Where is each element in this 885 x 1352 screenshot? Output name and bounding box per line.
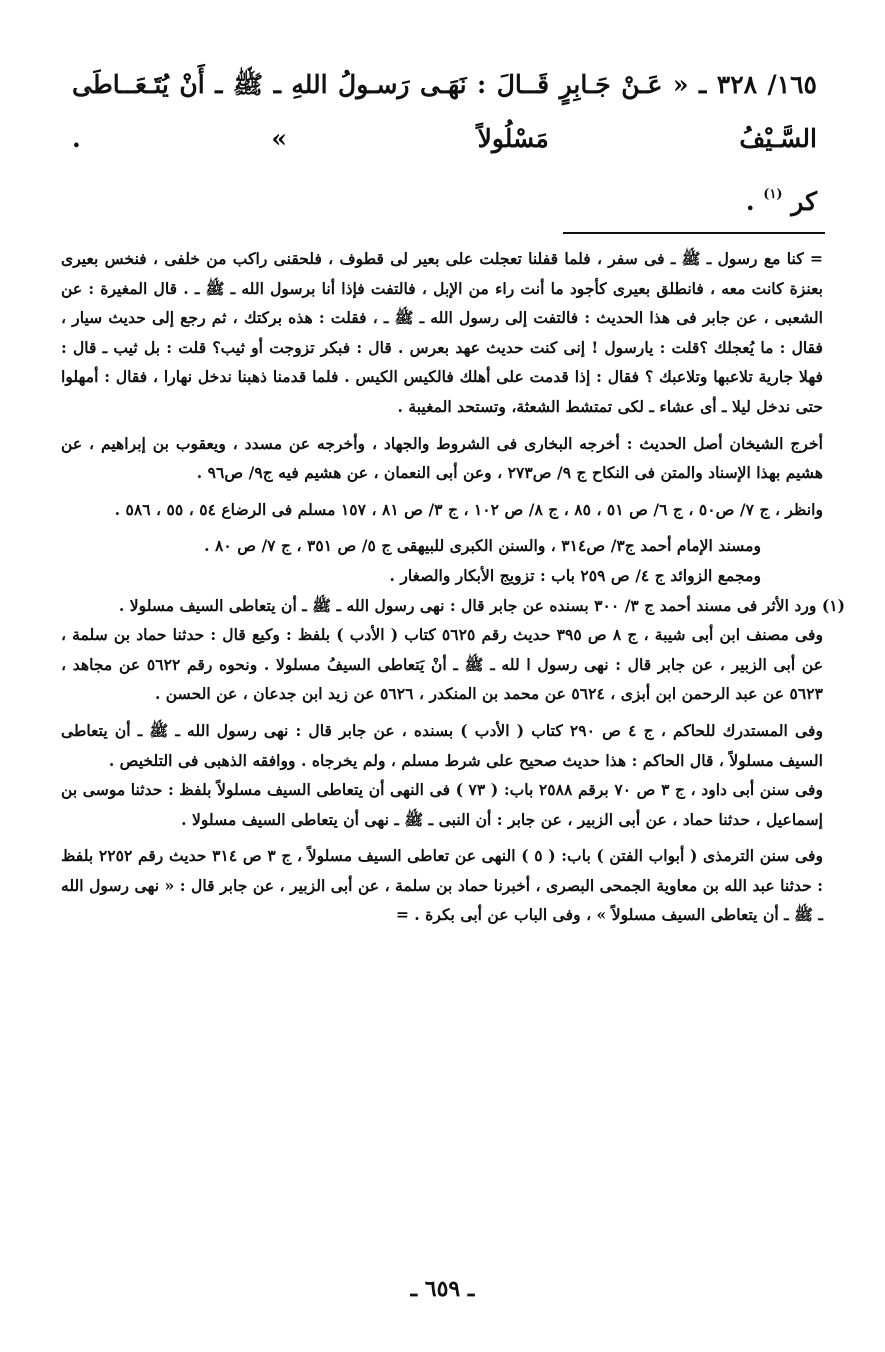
footnote-1-text: ورد الأثر فى مسند أحمد ج ٣/ ٣٠٠ بسنده عن جابر قال : نهى رسول الله ـ ﷺ ـ أن يتعاطى السيف مسلولا . xyxy=(118,595,817,615)
footnote-paragraph: وفى مصنف ابن أبى شيبة ، ج ٨ ص ٣٩٥ حديث رقم ٥٦٢٥ كتاب ( الأدب ) بلفظ : وكيع قال : حدثنا حماد بن سلمة ، عن أبى الزبير ، عن جابر قال : نهى رسول ا لله ـ ﷺ ـ أنْ يَتعاطى السيفُ مسلولا . ونحوه رقم ٥٦٢٢ عن مجاهد ، ٥٦٢٣ عن عبد الرحمن ابن أبزى ، ٥٦٢٤ عن محمد بن المنكدر ، ٥٦٢٦ عن زيد ابن جدعان ، عن الحسن . xyxy=(61,625,823,704)
footnotes xyxy=(61,244,845,930)
footnote-1-marker: (١) xyxy=(821,595,845,615)
footnote-paragraph: وانظر ، ج ٧/ ص٥٠ ، ج ٦/ ص ٥١ ، ٨٥ ، ج ٨/ ص ١٠٢ ، ج ٣/ ص ٨١ ، ١٥٧ مسلم فى الرضاع ٥٤ ، ٥٥ ، ٥٨٦ . xyxy=(114,499,823,519)
hadith-source xyxy=(72,168,817,229)
source-abbreviation: كر xyxy=(791,187,817,216)
footnote-paragraph: أخرج الشيخان أصل الحديث : أخرجه البخارى فى الشروط والجهاد ، وأخرجه عن مسدد ، ويعقوب بن إبراهيم ، عن هشيم بهذا الإسناد والمتن فى النكاح ج ٩/ ص٢٧٣ ، وعن أبى النعمان ، عن هشيم فيه ج٩/ ص٩٦ . xyxy=(61,433,823,483)
footnote-continuation: = كنا مع رسول ـ ﷺ ـ فى سفر ، فلما قفلنا تعجلت على بعير لى قطوف ، فلحقنى راكب من خلفى ، فنخس بعيرى بعنزة كانت معه ، فانطلق بعيرى كأجود ما أنت راء من الإبل ، فالتفت فإذا أنا برسول الله ـ ﷺ ـ . قال المغيرة : عن الشعبى ، عن جابر فى هذا الحديث : فالتفت إلى رسول الله ـ ﷺ ـ ، فقلت : هذه بركتك ، ثم رجع إلى حديث سيار ، فقال : ما يُعجلك ؟قلت : يارسول ! إنى كنت حديث عهد بعرس . قال : فبكر تزوجت أو ثيب؟ قلت : بل ثيب ـ قال : فهلا جارية تلاعبها وتلاعبك ؟ فقال : إذا قدمت على أهلك فالكيس الكيس . فلما قدمنا ذهبنا ندخل نهارا ، فقال : أمهلوا حتى ندخل ليلا ـ أى عشاء ـ لكى تمتشط الشعثة، وتستحد المغيبة . xyxy=(61,249,823,416)
footnote-paragraph: وفى المستدرك للحاكم ، ج ٤ ص ٢٩٠ كتاب ( الأدب ) بسنده ، عن جابر قال : نهى رسول الله ـ ﷺ ـ أن يتعاطى السيف مسلولاً ، قال الحاكم : هذا حديث صحيح على شرط مسلم ، ولم يخرجاه . ووافقه الذهبى فى التلخيص . xyxy=(61,720,823,770)
hadith-block xyxy=(72,58,817,229)
hadith-text: ١٦٥/ ٣٢٨ ـ « عَـنْ جَـابِرٍ قَــالَ : نَهَـى رَسـولُ اللهِ ـ ﷺ ـ أَنْ يُتَـعَــاطَى السَّـيْفُ مَسْلُولاً » . xyxy=(72,70,817,153)
source-end: . xyxy=(745,187,764,216)
footnote-paragraph: ومسند الإمام أحمد ج٣/ ص٣١٤ ، والسنن الكبرى للبيهقى ج ٥/ ص ٣٥١ ، ج ٧/ ص ٨٠ . xyxy=(204,536,761,556)
page-number: ـ ٦٥٩ ـ xyxy=(410,1276,475,1302)
footnote-reference: (١) xyxy=(763,187,783,202)
footnote-divider xyxy=(563,232,825,234)
footnote-paragraph: ومجمع الزوائد ج ٤/ ص ٢٥٩ باب : تزويج الأبكار والصغار . xyxy=(389,565,761,585)
footnote-paragraph: وفى سنن أبى داود ، ج ٣ ص ٧٠ برقم ٢٥٨٨ باب: ( ٧٣ ) فى النهى أن يتعاطى السيف مسلولاً بلفظ : حدثنا موسى بن إسماعيل ، حدثنا حماد ، عن أبى الزبير ، عن جابر : أن النبى ـ ﷺ ـ نهى أن يتعاطى السيف مسلولا . xyxy=(61,780,823,829)
footnote-paragraph: وفى سنن الترمذى ( أبواب الفتن ) باب: ( ٥ ) النهى عن تعاطى السيف مسلولاً ، ج ٣ ص ٣١٤ حديث رقم ٢٢٥٢ بلفظ : حدثنا عبد الله بن معاوية الجمحى البصرى ، أخبرنا حماد بن سلمة ، عن أبى الزبير ، عن جابر قال : « نهى رسول الله ـ ﷺ ـ أن يتعاطى السيف مسلولاً » ، وفى الباب عن أبى بكرة . = xyxy=(61,846,823,925)
footnote-1 xyxy=(61,591,845,621)
